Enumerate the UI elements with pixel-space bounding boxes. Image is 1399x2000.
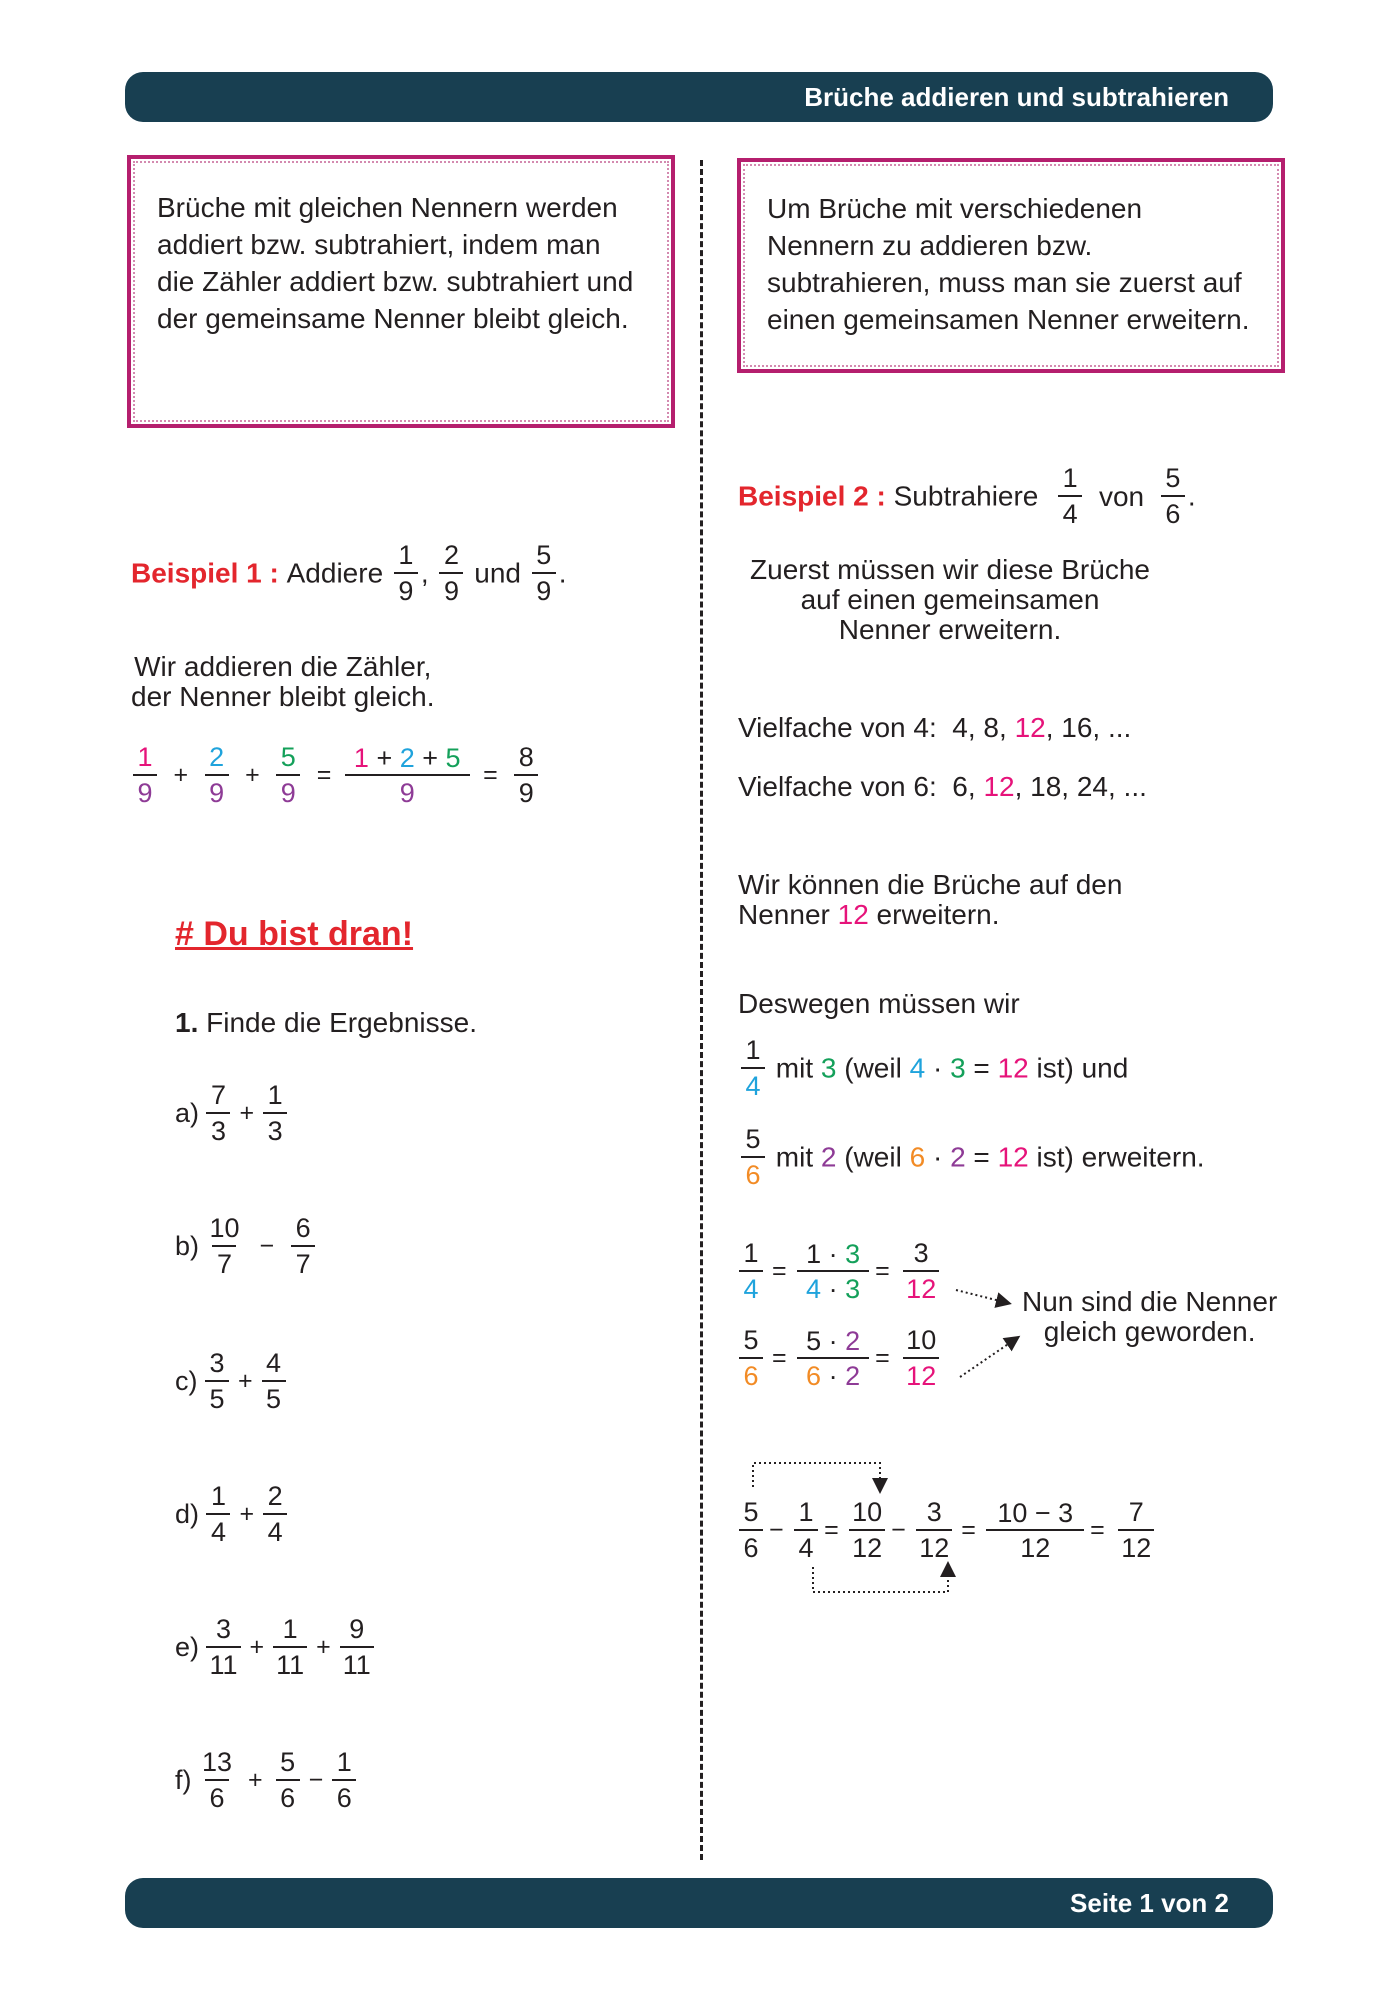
footer-bar bbox=[125, 1878, 1273, 1928]
can-a: Nenner bbox=[738, 899, 838, 930]
m4b: 12 bbox=[1014, 712, 1046, 743]
s1g: = bbox=[965, 1052, 998, 1084]
note-line2: gleich geworden. bbox=[1043, 1316, 1256, 1347]
example2-label: Beispiel 2 : bbox=[738, 480, 886, 512]
exercise-label-c: c) bbox=[175, 1366, 198, 1396]
eq-frac-result: $\frac{8}{9}$ bbox=[514, 742, 538, 809]
fraction-5-9: $\frac{5}{9}$ bbox=[532, 540, 556, 607]
s2e: · bbox=[925, 1141, 951, 1173]
s2h: 12 bbox=[997, 1141, 1029, 1173]
header-title: Brüche addieren und subtrahieren bbox=[804, 81, 1229, 112]
example1-instruction: Addiere bbox=[286, 557, 384, 589]
exercise-label-e: e) bbox=[175, 1632, 200, 1662]
m6c: , 18, 24, ... bbox=[1014, 771, 1147, 802]
intro-line2: auf einen gemeinsamen bbox=[800, 584, 1100, 615]
therefore-line: Deswegen müssen wir bbox=[738, 988, 1020, 1019]
exercise-text: Finde die Ergebnisse. bbox=[206, 1007, 477, 1038]
m6b: 12 bbox=[983, 771, 1015, 802]
and-word: und bbox=[474, 557, 521, 589]
arrow-bottom-bracket bbox=[813, 1565, 948, 1592]
s1h: 12 bbox=[997, 1052, 1029, 1084]
exercise-label-b: b) bbox=[175, 1231, 200, 1261]
s2a: mit bbox=[775, 1141, 821, 1173]
step2-line: $\frac{5}{6}$ mit 2 (weil 6 · 2 = 12 ist) erweitern. bbox=[738, 1124, 1205, 1191]
can-line1: Wir können die Brüche auf den bbox=[738, 869, 1123, 900]
eq-frac-sum: $\frac{1 + 2 + 5}{9}$ bbox=[348, 743, 467, 809]
m4c: , 16, ... bbox=[1045, 712, 1132, 743]
s2f: 2 bbox=[950, 1141, 966, 1173]
multiples4-label: Vielfache von 4: bbox=[738, 712, 937, 743]
eq-frac-2-9: $\frac{2}{9}$ bbox=[205, 742, 229, 809]
s2b: 2 bbox=[820, 1141, 837, 1173]
eq-frac-5-9: $\frac{5}{9}$ bbox=[276, 742, 300, 809]
intro-line1: Zuerst müssen wir diese Brüche bbox=[750, 554, 1150, 585]
arrow-12-to-note-bottom bbox=[960, 1338, 1017, 1377]
intro-line3: Nenner erweitern. bbox=[838, 614, 1062, 645]
exercise-a: a) $\frac{7}{3}$ + $\frac{1}{3}$ bbox=[175, 1080, 290, 1147]
s1a: mit bbox=[775, 1052, 821, 1084]
final-equation: $\frac{5}{6}$ − $\frac{1}{4}$ = $\frac{10}{12}$ − $\frac{3}{12}$ = $\frac{10 - 3}{12}$ = $\frac{7}{12}$ bbox=[736, 1497, 1157, 1564]
note-line1: Nun sind die Nenner bbox=[1022, 1286, 1278, 1317]
example2-line: Beispiel 2 : Subtrahiere $\frac{1}{4}$ von $\frac{5}{6}$ . bbox=[738, 463, 1196, 529]
from-word: von bbox=[1098, 480, 1145, 512]
period: . bbox=[558, 557, 567, 589]
m4a: 4, 8, bbox=[952, 712, 1015, 743]
multiples6-label: Vielfache von 6: bbox=[738, 771, 937, 802]
expansion-5-6: $\frac{5}{6}$ = $\frac{5 \cdot 2}{6 \cdot 2}$ = $\frac{10}{12}$ bbox=[736, 1325, 942, 1392]
s2d: 6 bbox=[909, 1141, 926, 1173]
exercise-e: e) $\frac{3}{11}$ + $\frac{1}{11}$ + $\frac{9}{11}$ bbox=[175, 1614, 377, 1681]
arrow-12-to-note-top bbox=[956, 1290, 1008, 1303]
exercise-label-f: f) bbox=[175, 1765, 192, 1795]
s2c: (weil bbox=[836, 1141, 910, 1173]
fraction-2-9: $\frac{2}{9}$ bbox=[439, 540, 463, 607]
period2: . bbox=[1187, 480, 1196, 512]
exercise-label-d: d) bbox=[175, 1499, 200, 1529]
s1d: 4 bbox=[909, 1052, 926, 1084]
exercise-c: c) $\frac{3}{5}$ + $\frac{4}{5}$ bbox=[175, 1348, 289, 1415]
exercise-number: 1. bbox=[175, 1007, 199, 1038]
example1-note-line2: der Nenner bleibt gleich. bbox=[131, 681, 435, 712]
fraction-1-9: $\frac{1}{9}$ bbox=[394, 540, 418, 607]
example2-instruction: Subtrahiere bbox=[893, 480, 1039, 512]
m6a: 6, bbox=[952, 771, 984, 802]
exercise-f: f) $\frac{13}{6}$ + $\frac{5}{6}$ − $\frac{1}{6}$ bbox=[175, 1747, 359, 1814]
can-b: 12 bbox=[837, 899, 869, 930]
exercise-d: d) $\frac{1}{4}$ + $\frac{2}{4}$ bbox=[175, 1481, 290, 1548]
exercise-b: b) $\frac{10}{7}$ − $\frac{6}{7}$ bbox=[175, 1213, 318, 1280]
s1c: (weil bbox=[836, 1052, 910, 1084]
arrow-top-bracket bbox=[753, 1463, 880, 1490]
s1f: 3 bbox=[950, 1052, 966, 1084]
page-number: Seite 1 von 2 bbox=[1070, 1887, 1229, 1918]
rule-text-right: Um Brüche mit verschiedenen Nennern zu addieren bzw. subtrahieren, muss man sie zuerst auf einen gemeinsamen Nenner erweitern. bbox=[767, 193, 1250, 335]
exercise-label-a: a) bbox=[175, 1098, 200, 1128]
s1b: 3 bbox=[820, 1052, 837, 1084]
exercise-heading: # Du bist dran! bbox=[175, 915, 414, 953]
rule-text-left: Brüche mit gleichen Nennern werden addiert bzw. subtrahiert, indem man die Zähler addiert bzw. subtrahiert und der gemeinsame Nenner bleibt gleich. bbox=[157, 192, 634, 334]
example1-label: Beispiel 1 : bbox=[131, 557, 279, 589]
example1-note-line1: Wir addieren die Zähler, bbox=[134, 651, 432, 682]
can-c: erweitern. bbox=[868, 899, 1000, 930]
eq-frac-1-9: $\frac{1}{9}$ bbox=[133, 742, 157, 809]
s1i: ist) und bbox=[1028, 1052, 1129, 1084]
expansion-1-4: $\frac{1}{4}$ = $\frac{1 \cdot 3}{4 \cdot 3}$ = $\frac{3}{12}$ bbox=[736, 1238, 942, 1305]
s1e: · bbox=[925, 1052, 951, 1084]
s2g: = bbox=[965, 1141, 998, 1173]
comma: , bbox=[420, 557, 429, 589]
s2i: ist) erweitern. bbox=[1028, 1141, 1205, 1173]
step1-line: $\frac{1}{4}$ mit 3 (weil 4 · 3 = 12 ist) und bbox=[738, 1035, 1128, 1102]
example1-equation: $\frac{1}{9}$ + $\frac{2}{9}$ + $\frac{5}{9}$ = $\frac{1 + 2 + 5}{9}$ = $\frac{8}{9}$ bbox=[130, 742, 541, 809]
